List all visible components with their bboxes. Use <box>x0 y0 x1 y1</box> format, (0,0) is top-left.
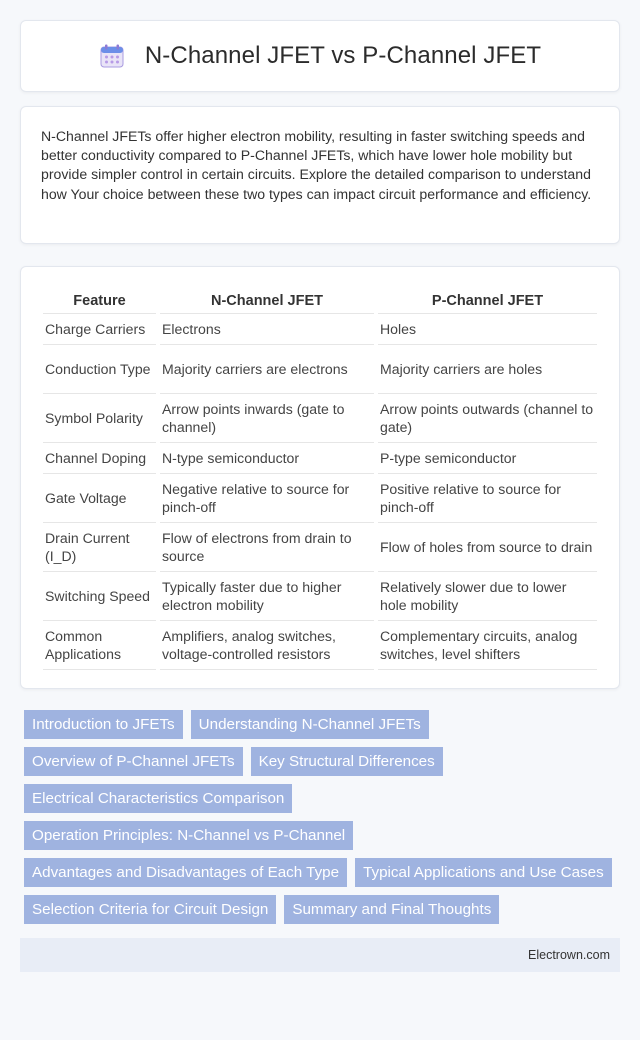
comparison-table-card <box>20 266 620 689</box>
header-n-channel: N-Channel JFET <box>160 287 374 314</box>
header-p-channel: P-Channel JFET <box>378 287 597 314</box>
table-cell-feature: Gate Voltage <box>43 474 156 523</box>
table-cell-p-channel: Complementary circuits, analog switches, level shifters <box>378 621 597 670</box>
table-cell-feature: Switching Speed <box>43 572 156 621</box>
table-row <box>43 523 597 572</box>
table-cell-n-channel: Electrons <box>160 314 374 345</box>
table-cell-feature: Channel Doping <box>43 443 156 474</box>
table-row <box>43 621 597 670</box>
footer <box>20 938 620 972</box>
topic-link-applications[interactable]: Typical Applications and Use Cases <box>355 858 612 887</box>
topic-link-selection-criteria[interactable]: Selection Criteria for Circuit Design <box>24 895 276 924</box>
table-cell-n-channel: Negative relative to source for pinch-off <box>160 474 374 523</box>
calendar-icon <box>99 43 125 69</box>
topic-link-advantages[interactable]: Advantages and Disadvantages of Each Type <box>24 858 347 887</box>
topic-link-operation-principles[interactable]: Operation Principles: N-Channel vs P-Channel <box>24 821 353 850</box>
topic-link-summary[interactable]: Summary and Final Thoughts <box>284 895 499 924</box>
comparison-table <box>39 287 601 670</box>
topic-link-structural-differences[interactable]: Key Structural Differences <box>251 747 443 776</box>
topic-link-n-channel[interactable]: Understanding N-Channel JFETs <box>191 710 429 739</box>
intro-card <box>20 106 620 244</box>
table-cell-p-channel: Holes <box>378 314 597 345</box>
table-cell-p-channel: Arrow points outwards (channel to gate) <box>378 394 597 443</box>
table-cell-p-channel: Relatively slower due to lower hole mobility <box>378 572 597 621</box>
header-feature: Feature <box>43 287 156 314</box>
footer-site-name: Electrown.com <box>528 948 610 962</box>
table-cell-feature: Charge Carriers <box>43 314 156 345</box>
table-cell-n-channel: Typically faster due to higher electron mobility <box>160 572 374 621</box>
table-cell-p-channel: Flow of holes from source to drain <box>378 523 597 572</box>
table-row <box>43 314 597 345</box>
table-row <box>43 394 597 443</box>
table-cell-n-channel: Flow of electrons from drain to source <box>160 523 374 572</box>
header-card <box>20 20 620 92</box>
table-cell-n-channel: Majority carriers are electrons <box>160 345 374 394</box>
topic-links <box>20 710 620 932</box>
table-cell-n-channel: N-type semiconductor <box>160 443 374 474</box>
table-row <box>43 572 597 621</box>
table-cell-n-channel: Arrow points inwards (gate to channel) <box>160 394 374 443</box>
page-title: N-Channel JFET vs P-Channel JFET <box>144 42 542 69</box>
table-cell-p-channel: Positive relative to source for pinch-off <box>378 474 597 523</box>
table-row <box>43 345 597 394</box>
table-cell-feature: Drain Current (I_D) <box>43 523 156 572</box>
topic-link-electrical-characteristics[interactable]: Electrical Characteristics Comparison <box>24 784 292 813</box>
table-cell-feature: Conduction Type <box>43 345 156 394</box>
table-header-row <box>43 287 597 314</box>
table-cell-n-channel: Amplifiers, analog switches, voltage-controlled resistors <box>160 621 374 670</box>
topic-link-p-channel[interactable]: Overview of P-Channel JFETs <box>24 747 243 776</box>
table-cell-p-channel: Majority carriers are holes <box>378 345 597 394</box>
table-row <box>43 443 597 474</box>
intro-text: N-Channel JFETs offer higher electron mobility, resulting in faster switching speeds and better conductivity compared to P-Channel JFETs, which have lower hole mobility but provide simpler control in certain circuits. Explore the detailed comparison to understand how Your choice between these two types can impact circuit performance and efficiency. <box>41 128 592 202</box>
topic-link-introduction[interactable]: Introduction to JFETs <box>24 710 183 739</box>
table-cell-feature: Common Applications <box>43 621 156 670</box>
table-cell-p-channel: P-type semiconductor <box>378 443 597 474</box>
table-row <box>43 474 597 523</box>
table-cell-feature: Symbol Polarity <box>43 394 156 443</box>
